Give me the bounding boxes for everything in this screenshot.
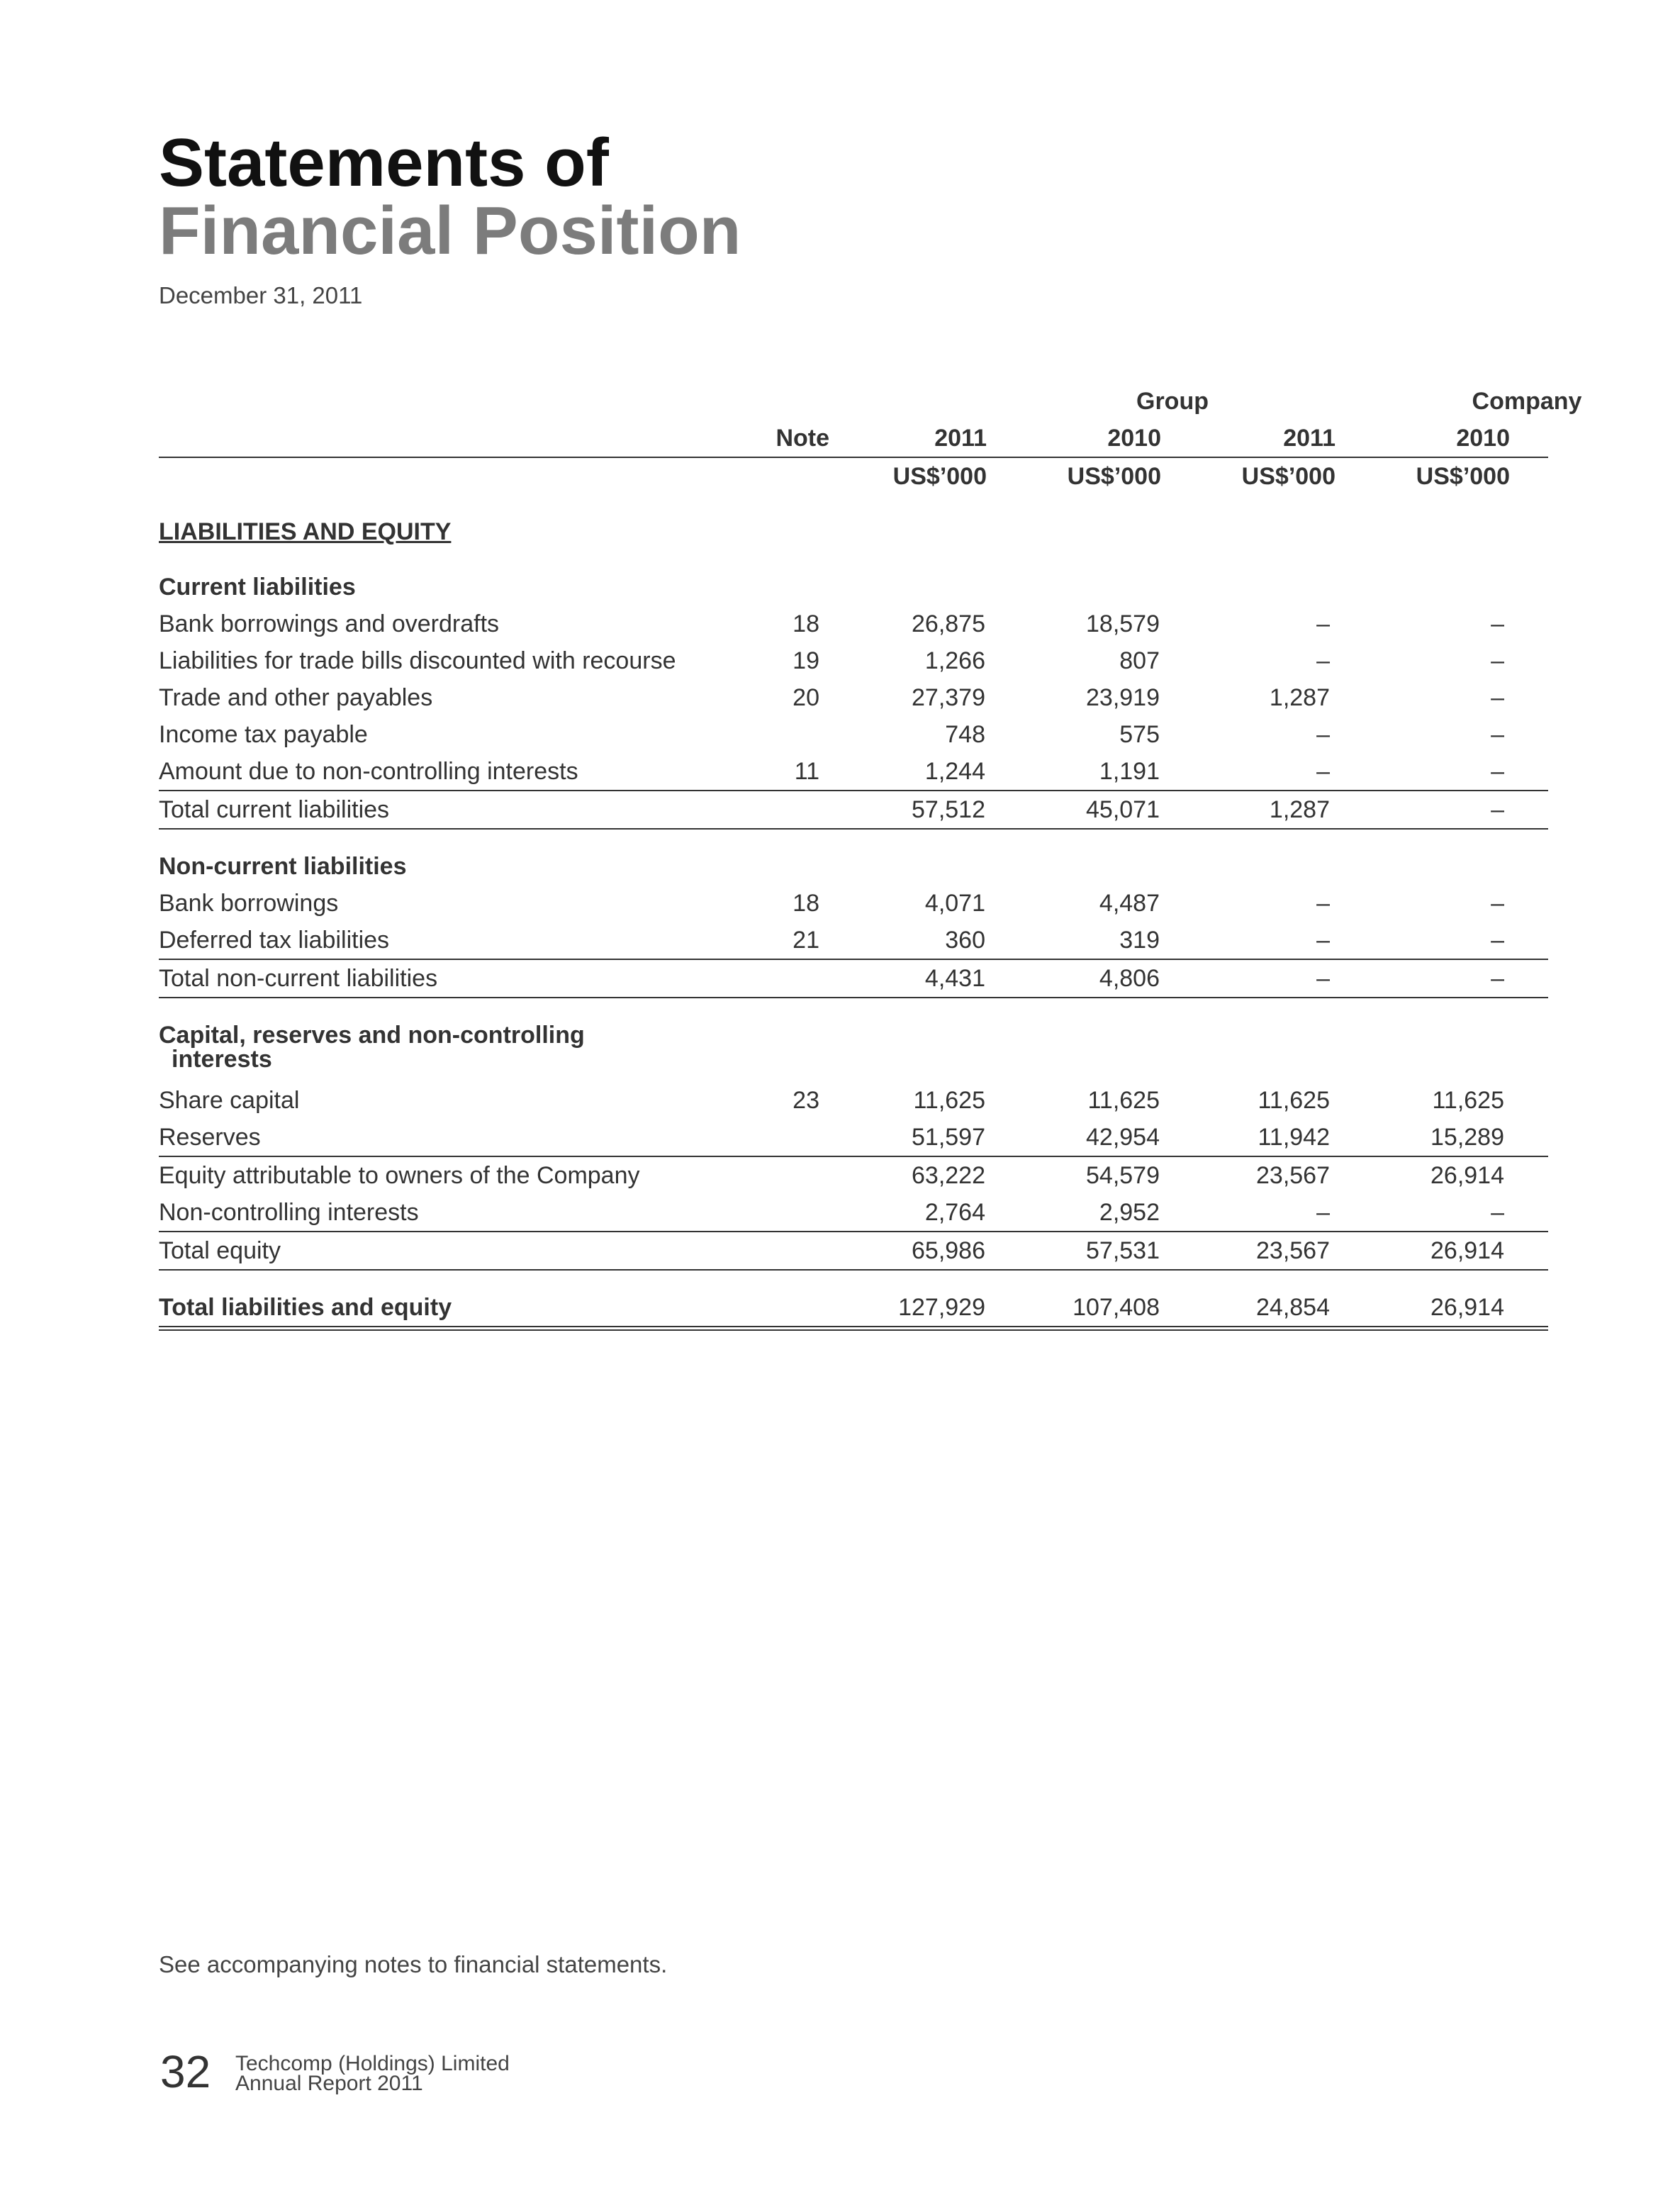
group-2011-value: 65,986 [912, 1237, 985, 1264]
company-2011-value: – [1316, 758, 1330, 785]
year-header: 2010 [1456, 425, 1510, 452]
company-2011-value: – [1316, 610, 1330, 637]
financial-position-table [159, 383, 1582, 1331]
page-number: 32 [160, 2046, 211, 2097]
subsection-heading-row [159, 569, 1548, 605]
group-2011-value: 1,266 [924, 647, 985, 674]
group-2011-value: 4,071 [924, 890, 985, 917]
group-2011-value: 11,625 [913, 1087, 985, 1114]
group-2011-value: 360 [945, 927, 985, 954]
company-2010-value: – [1491, 721, 1504, 748]
row-label: Amount due to non-controlling interests [159, 758, 578, 785]
noncurrent-liabilities-heading: Non-current liabilities [159, 853, 407, 880]
group-2010-value: 2,952 [1099, 1199, 1160, 1226]
company-2010-value: 26,914 [1430, 1162, 1504, 1189]
subsection-heading-row [159, 1046, 1548, 1082]
company-2010-value: – [1491, 647, 1504, 674]
subsection-heading-row [159, 1017, 1548, 1049]
group-header: Group [1136, 388, 1209, 415]
row-label: Deferred tax liabilities [159, 927, 390, 954]
row-label: Reserves [159, 1124, 261, 1151]
page-title-line2: Financial Position [159, 193, 741, 269]
group-2010-value: 107,408 [1073, 1294, 1160, 1321]
company-2011-value: – [1316, 647, 1330, 674]
grand-total-label: Total liabilities and equity [159, 1294, 452, 1321]
row-label: Bank borrowings and overdrafts [159, 610, 500, 637]
total-row [159, 791, 1548, 828]
total-row [159, 960, 1548, 997]
company-2010-value: – [1491, 758, 1504, 785]
row-note: 20 [793, 684, 819, 711]
company-2011-value: – [1316, 890, 1330, 917]
year-header: 2010 [1107, 425, 1161, 452]
group-2011-value: 26,875 [912, 610, 985, 637]
unit-header: US$’000 [892, 463, 987, 490]
unit-header: US$’000 [1067, 463, 1161, 490]
grand-total-row [159, 1289, 1548, 1326]
company-2010-value: 15,289 [1430, 1124, 1504, 1151]
company-2011-value: – [1316, 721, 1330, 748]
subsection-heading-row [159, 848, 1548, 885]
group-2010-value: 319 [1119, 927, 1160, 954]
company-2011-value: – [1316, 927, 1330, 954]
statement-date: December 31, 2011 [159, 282, 363, 308]
row-note: 11 [794, 758, 819, 785]
table-row [159, 642, 1548, 679]
row-label: Income tax payable [159, 721, 368, 748]
table-row [159, 679, 1548, 716]
company-header: Company [1472, 388, 1582, 415]
double-rule [159, 1326, 1548, 1331]
company-2010-value: – [1491, 610, 1504, 637]
company-2011-value: 1,287 [1269, 796, 1330, 823]
company-2010-value: – [1491, 890, 1504, 917]
row-label: Share capital [159, 1087, 300, 1114]
table-row [159, 922, 1548, 959]
group-2010-value: 57,531 [1086, 1237, 1160, 1264]
company-2010-value: – [1491, 796, 1504, 823]
footnote: See accompanying notes to financial statements. [159, 1951, 668, 1977]
total-label: Total non-current liabilities [159, 965, 438, 992]
company-2011-value: – [1316, 1199, 1330, 1226]
company-2011-value: – [1316, 965, 1330, 992]
unit-header: US$’000 [1241, 463, 1335, 490]
table-row [159, 753, 1548, 790]
total-label: Total equity [159, 1237, 281, 1264]
group-2011-value: 51,597 [912, 1124, 985, 1151]
note-header: Note [775, 425, 829, 452]
table-row [159, 605, 1548, 642]
company-2011-value: 11,625 [1258, 1087, 1330, 1114]
group-2010-value: 42,954 [1086, 1124, 1160, 1151]
row-note: 18 [793, 610, 819, 637]
company-2011-value: 23,567 [1256, 1162, 1330, 1189]
section-title: LIABILITIES AND EQUITY [159, 518, 452, 545]
group-2011-value: 1,244 [924, 758, 985, 785]
capital-heading-line2: interests [172, 1046, 272, 1073]
company-2011-value: 1,287 [1269, 684, 1330, 711]
row-note: 23 [793, 1087, 819, 1114]
column-group-header [159, 383, 1582, 420]
group-2011-value: 127,929 [898, 1294, 985, 1321]
year-header: 2011 [934, 425, 987, 452]
group-2010-value: 4,806 [1099, 965, 1160, 992]
row-label: Liabilities for trade bills discounted with recourse [159, 647, 676, 674]
group-2010-value: 575 [1119, 721, 1160, 748]
unit-header: US$’000 [1416, 463, 1510, 490]
row-label: Bank borrowings [159, 890, 339, 917]
unit-header-row [159, 458, 1548, 495]
table-row [159, 1194, 1548, 1231]
group-2011-value: 2,764 [924, 1199, 985, 1226]
group-2010-value: 23,919 [1086, 684, 1160, 711]
page-title-line1: Statements of [159, 125, 609, 201]
group-2010-value: 54,579 [1086, 1162, 1160, 1189]
row-note: 18 [793, 890, 819, 917]
company-2010-value: – [1491, 927, 1504, 954]
group-2010-value: 1,191 [1099, 758, 1160, 785]
group-2011-value: 748 [945, 721, 985, 748]
row-label: Trade and other payables [159, 684, 433, 711]
group-2010-value: 45,071 [1086, 796, 1160, 823]
group-2011-value: 63,222 [912, 1162, 985, 1189]
total-row [159, 1232, 1548, 1269]
group-2010-value: 4,487 [1099, 890, 1160, 917]
group-2010-value: 807 [1119, 647, 1160, 674]
section-title-row [159, 513, 1548, 550]
group-2011-value: 57,512 [912, 796, 985, 823]
company-2011-value: 24,854 [1256, 1294, 1330, 1321]
year-header: 2011 [1283, 425, 1335, 452]
row-label: Equity attributable to owners of the Company [159, 1162, 640, 1189]
company-2010-value: 26,914 [1430, 1237, 1504, 1264]
current-liabilities-heading: Current liabilities [159, 574, 356, 601]
company-2011-value: 23,567 [1256, 1237, 1330, 1264]
table-row [159, 1082, 1548, 1119]
company-2010-value: – [1491, 965, 1504, 992]
group-2010-value: 11,625 [1087, 1087, 1160, 1114]
row-note: 21 [793, 927, 819, 954]
company-2010-value: 11,625 [1432, 1087, 1504, 1114]
group-2010-value: 18,579 [1086, 610, 1160, 637]
row-note: 19 [793, 647, 819, 674]
capital-heading-line1: Capital, reserves and non-controlling [159, 1022, 585, 1049]
year-header-row [159, 420, 1548, 457]
table-row [159, 885, 1548, 922]
company-2011-value: 11,942 [1258, 1124, 1330, 1151]
group-2011-value: 27,379 [912, 684, 985, 711]
footer-report: Annual Report 2011 [235, 2072, 423, 2095]
total-label: Total current liabilities [159, 796, 390, 823]
table-row [159, 1119, 1548, 1156]
table-row [159, 1157, 1548, 1194]
group-2011-value: 4,431 [924, 965, 985, 992]
company-2010-value: 26,914 [1430, 1294, 1504, 1321]
company-2010-value: – [1491, 684, 1504, 711]
company-2010-value: – [1491, 1199, 1504, 1226]
row-label: Non-controlling interests [159, 1199, 419, 1226]
table-row [159, 716, 1548, 753]
footer-company: Techcomp (Holdings) Limited [235, 2052, 510, 2075]
